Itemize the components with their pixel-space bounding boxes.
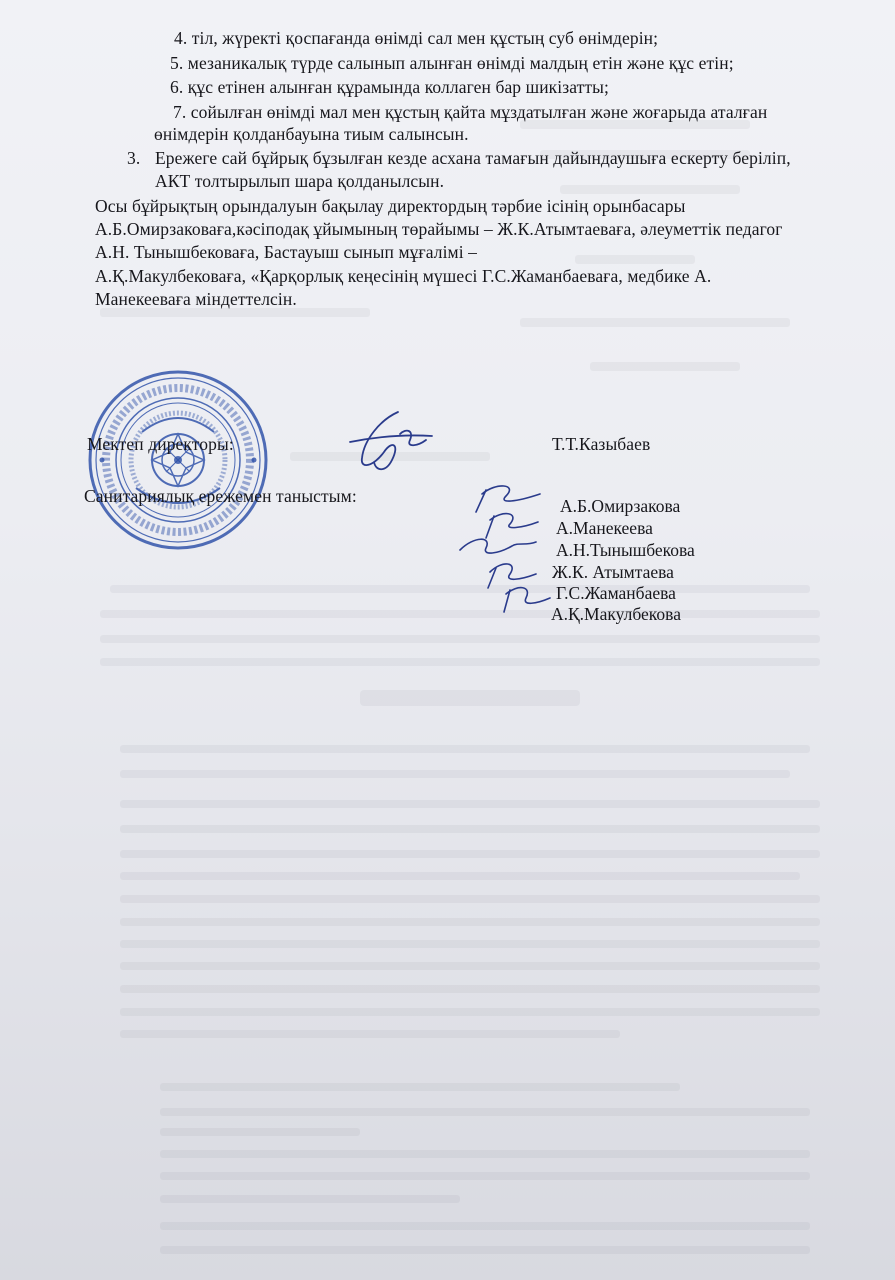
list-item-6: 6. құс етінен алынған құрамында коллаген бар шикізатты; <box>170 77 609 97</box>
signer-name: А.Манекеева <box>556 518 653 538</box>
list-item-5: 5. мезаникалық түрде салынып алынған өнімді малдың етін және құс етін; <box>170 53 734 73</box>
signer-name: А.Б.Омирзакова <box>560 496 681 516</box>
control-paragraph-line: А.Қ.Макулбековаға, «Қарқорлық кеңесінің мүшесі Г.С.Жаманбаеваға, медбике А. <box>95 266 712 286</box>
signer-name: А.Қ.Макулбекова <box>551 604 681 624</box>
director-name: Т.Т.Казыбаев <box>552 434 651 454</box>
list-item-7-continuation: өнімдерін қолданбауына тиым салынсын. <box>154 124 469 144</box>
point-3-number: 3. <box>127 148 141 168</box>
control-paragraph-line: А.Н. Тынышбековаға, Бастауыш сынып мұғалімі – <box>95 242 478 262</box>
director-label: Мектеп директоры: <box>87 434 234 454</box>
list-item-4: 4. тіл, жүректі қоспағанда өнімді сал мен құстың суб өнімдерін; <box>174 28 659 48</box>
point-3-text: Ережеге сай бұйрық бұзылған кезде асхана тамағын дайындаушыға ескерту беріліп, <box>155 148 791 168</box>
staff-signatures <box>446 476 566 626</box>
signer-name: А.Н.Тынышбекова <box>556 540 695 560</box>
control-paragraph-line: Осы бұйрықтың орындалуын бақылау директордың тәрбие ісінің орынбасары <box>95 196 686 216</box>
round-seal-stamp <box>86 368 270 552</box>
control-paragraph-line: Манекееваға міндеттелсін. <box>95 289 297 309</box>
signer-name: Ж.К. Атымтаева <box>552 562 674 582</box>
acquainted-label: Санитариялық ережемен таныстым: <box>84 486 357 506</box>
list-item-7: 7. сойылған өнімді мал мен құстың қайта мұздатылған және жоғарыда аталған <box>173 102 768 122</box>
point-3-text-continuation: АКТ толтырылып шара қолданылсын. <box>155 171 445 191</box>
director-signature <box>340 400 440 480</box>
control-paragraph-line: А.Б.Омирзаковаға,кәсіподақ ұйымының төрайымы – Ж.К.Атымтаеваға, әлеуметтік педагог <box>95 219 783 239</box>
signer-name: Г.С.Жаманбаева <box>556 583 676 603</box>
